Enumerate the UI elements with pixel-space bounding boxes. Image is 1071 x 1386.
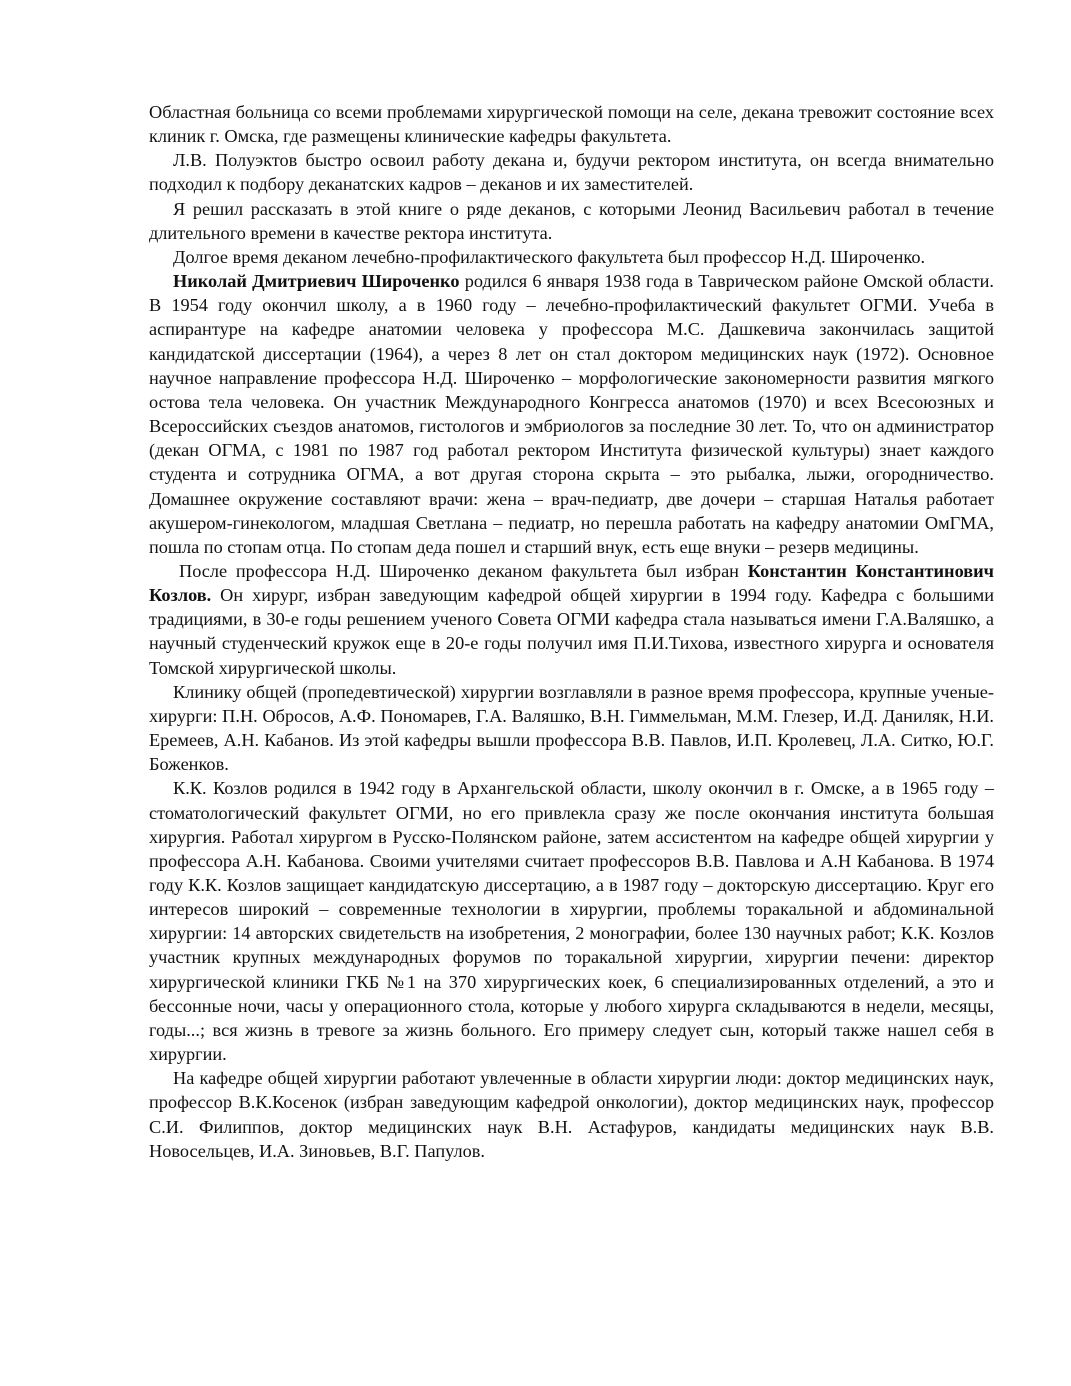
person-name-kozlov: Константин Константинович Козлов. [149,560,994,606]
person-name-shirochenko: Николай Дмитриевич Широченко [173,271,460,292]
paragraph-4: Долгое время деканом лечебно-профилактического факультета был профессор Н.Д. Широченко. [173,246,926,267]
paragraph-3: Я решил рассказать в этой книге о ряде деканов, с которыми Леонид Васильевич работал в течение длительного времени в качестве ректора института. [149,198,994,243]
paragraph-6 [149,559,994,680]
paragraph-7: Клинику общей (пропедевтической) хирургии возглавляли в разное время профессора, крупные ученые-хирурги: П.Н. Обросов, А.Ф. Пономарев, Г.А. Валяшко, В.Н. Гиммельман, М.М. Глезер, И.Д. Даниляк, Н.И. Еремеев, А.Н. Кабанов. Из этой кафедры вышли профессора В.В. Павлов, И.П. Кролевец, Л.А. Ситко, Ю.Г. Боженков. [149,681,994,775]
paragraph-9: На кафедре общей хирургии работают увлеченные в области хирургии люди: доктор медицинских наук, профессор В.К.Косенок (избран заведующим кафедрой онкологии), доктор медицинских наук, профессор С.И. Филиппов, доктор медицинских наук В.Н. Астафуров, кандидаты медицинских наук В.В. Новосельцев, И.А. Зиновьев, В.Г. Папулов. [149,1068,994,1161]
paragraph-2: Л.В. Полуэктов быстро освоил работу декана и, будучи ректором института, он всегда внимательно подходил к подбору деканатских кадров – деканов и их заместителей. [149,150,994,195]
paragraph-6-start: После профессора Н.Д. Широченко деканом факультета был избран [179,560,748,581]
paragraph-1: Областная больница со всеми проблемами хирургической помощи на селе, декана тревожит состояние всех клиник г. Омска, где размещены клинические кафедры факультета. [149,102,994,147]
paragraph-6-text: Он хирург, избран заведующим кафедрой общей хирургии в 1994 году. Кафедра с большими традициями, в 30-е годы решением ученого Совета ОГМИ кафедра стала называться имени Г.А.Валяшко, а научный студенческий кружок еще в 20-е годы получил имя П.И.Тихова, известного хирурга и основателя Томской хирургической школы. [149,585,994,678]
paragraph-5-text: родился 6 января 1938 года в Таврическом районе Омской области. В 1954 году окончил школу, а в 1960 году – лечебно-профилактический факультет ОГМИ. Учеба в аспирантуре на кафедре анатомии человека у профессора М.С. Дашкевича закончилась защитой кандидатской диссертации (1964), а через 8 лет он стал доктором медицинских наук (1972). Основное научное направление профессора Н.Д. Широченко – морфологические закономерности развития мягкого остова тела человека. Он участник Международного Конгресса анатомов (1970) и всех Всесоюзных и Всероссийских съездов анатомов, гистологов и эмбриологов за последние 30 лет. То, что он администратор (декан ОГМА, с 1981 по 1987 год работал ректором Института физической культуры) знает каждого студента и сотрудника ОГМА, а вот другая сторона скрыта – это рыбалка, лыжи, огородничество. Домашнее окружение составляют врачи: жена – врач-педиатр, две дочери – старшая Наталья работает акушером-гинекологом, младшая Светлана – педиатр, но перешла работать на кафедру анатомии ОмГМА, пошла по стопам отца. По стопам деда пошел и старший внук, есть еще внуки – резерв медицины. [149,271,994,557]
paragraph-8: К.К. Козлов родился в 1942 году в Архангельской области, школу окончил в г. Омске, а в 1965 году – стоматологический факультет ОГМИ, но его привлекла сразу же после окончания института большая хирургия. Работал хирургом в Русско-Полянском районе, затем ассистентом на кафедре общей хирургии у профессора А.Н. Кабанова. Своими учителями считает профессоров В.В. Павлова и А.Н Кабанова. В 1974 году К.К. Козлов защищает кандидатскую диссертацию, а в 1987 году – докторскую диссертацию. Круг его интересов широкий – современные технологии в хирургии, проблемы торакальной и абдоминальной хирургии: 14 авторских свидетельств на изобретения, 2 монографии, более 130 научных работ; К.К. Козлов участник крупных международных форумов по торакальной хирургии, хирургии печени: директор хирургической клиники ГКБ №1 на 370 хирургических коек, 6 специализированных отделений, а это и бессонные ночи, часы у операционного стола, которые у любого хирурга складываются в недели, месяцы, годы...; вся жизнь в тревоге за жизнь больного. Его примеру следует сын, который также нашел себя в хирургии. [149,778,994,1065]
document-page [149,100,994,1163]
paragraph-5 [149,269,994,559]
